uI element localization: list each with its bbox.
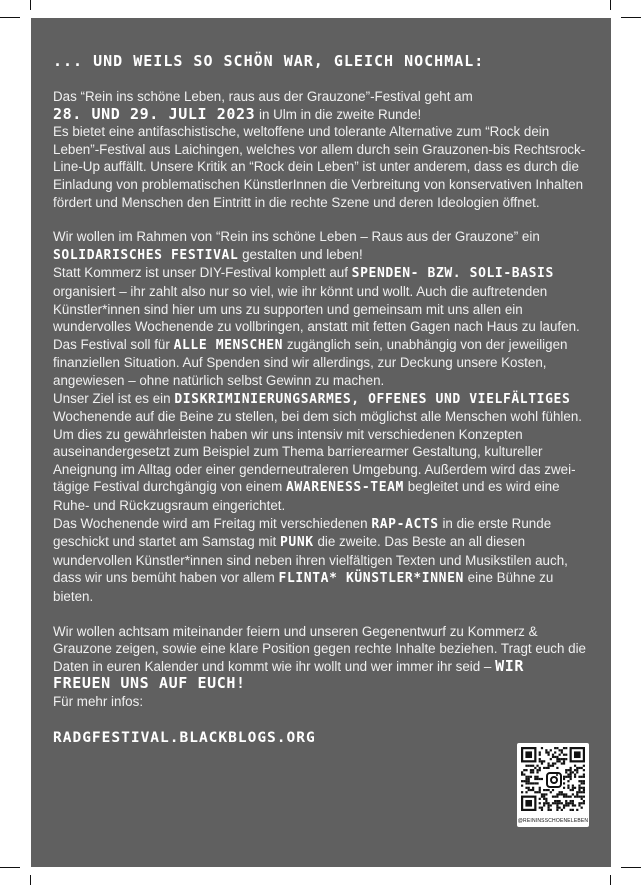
crop-mark xyxy=(30,0,31,10)
text: Wochenende auf die Beine zu stellen, bei dem sich möglichst alle Menschen wohl fühlen. Um dies zu gewährleisten haben wir uns intensiv mit verschiedenen Konzepten auseinandergesetzt zum Beispiel zum Thema barrierearmer Gestaltung, kultureller Aneignung im Alltag oder einer genderneutraleren Umgebung. Außerdem wird das zwei-tägige Festival durchgängig von einem xyxy=(53,409,582,495)
highlight-punk: PUNK xyxy=(280,535,314,551)
website-link[interactable]: RADGFESTIVAL.BLACKBLOGS.ORG xyxy=(53,729,316,746)
text: die zweite. Das Beste an all diesen wundervollen Künstler*innen sind neben ihren vielfältigen Texten und Musikstilen auch, dass wir uns bemüht haben vor allem xyxy=(53,534,568,586)
highlight-spenden: SPENDEN- BZW. SOLI-BASIS xyxy=(351,266,554,282)
crop-mark xyxy=(30,875,31,885)
flyer-body xyxy=(53,88,589,711)
instagram-icon xyxy=(543,769,563,789)
text: organisiert – ihr zahlt also nur so viel, wie ihr könnt und wollt. Auch die auftretenden Künstler*innen sind hier um uns zu supporten und gemeinsam mit uns allen ein wundervolles Wochenende zu vollbringen, anstatt mit fetten Gagen nach Haus zu laufen. Das Festival soll für xyxy=(53,283,580,352)
text: Wir wollen achtsam miteinander feiern und unseren Gegenentwurf zu Kommerz & Grauzone zeigen, sowie eine klare Position gegen rechte Inhalte beziehen. Tragt euch die Daten in euren Kalender und kommt wie ihr wollt und wer immer ihr seid – xyxy=(53,623,586,674)
qr-caption: @REININSSCHOENELEBEN xyxy=(517,818,589,824)
paragraph-closing xyxy=(53,623,589,693)
crop-mark xyxy=(621,17,641,18)
text: Wir wollen im Rahmen von “Rein ins schöne Leben – Raus aus der Grauzone” ein xyxy=(53,229,540,245)
highlight-alle-menschen: ALLE MENSCHEN xyxy=(173,337,284,353)
text: in die erste Runde geschickt und startet am Samstag mit xyxy=(53,515,552,550)
flyer-panel xyxy=(31,18,611,867)
text: Das Wochenende wird am Freitag mit verschiedenen xyxy=(53,515,372,531)
text: Statt Kommerz ist unser DIY-Festival komplett auf xyxy=(53,265,352,281)
text: gestalten und leben! xyxy=(238,246,363,262)
heading: ... UND WEILS SO SCHÖN WAR, GLEICH NOCHMAL: xyxy=(53,52,485,70)
paragraph-concept xyxy=(53,228,589,605)
paragraph-intro xyxy=(53,88,589,211)
crop-mark xyxy=(610,0,611,10)
highlight-diskriminierungsarm: DISKRIMINIERUNGSARMES, OFFENES UND VIELFÄLTIGES xyxy=(174,391,571,407)
highlight-freuen: WIR FREUEN UNS AUF EUCH! xyxy=(53,656,524,693)
text: zugänglich sein, unabhängig von der jeweiligen finanziellen Situation. Auf Spenden sind wir allerdings, zur Deckung unsere Kosten, angewiesen – ohne natürlich selbst Gewinn zu machen. xyxy=(53,336,568,388)
more-info-label: Für mehr infos: xyxy=(53,694,144,709)
text: eine Bühne zu bieten. xyxy=(53,570,554,605)
crop-mark xyxy=(0,17,20,18)
highlight-solidarisch: SOLIDARISCHES FESTIVAL xyxy=(53,247,239,263)
crop-mark xyxy=(621,867,641,868)
highlight-awareness: AWARENESS-TEAM xyxy=(286,480,404,496)
text: in Ulm in die zweite Runde! xyxy=(255,106,422,122)
highlight-flinta: FLINTA* KÜNSTLER*INNEN xyxy=(278,571,464,587)
text: Unser Ziel ist es ein xyxy=(53,390,175,406)
crop-mark xyxy=(610,875,611,885)
text: begleitet und es wird eine Ruhe- und Rückzugsraum eingerichtet. xyxy=(53,479,560,514)
highlight-rap: RAP-ACTS xyxy=(371,516,439,532)
crop-mark xyxy=(0,867,20,868)
text: Das “Rein ins schöne Leben, raus aus der Grauzone”-Festival geht am xyxy=(53,89,473,104)
highlight-date: 28. UND 29. JULI 2023 xyxy=(53,104,256,123)
text: Es bietet eine antifaschistische, weltoffene und tolerante Alternative zum “Rock dein Leben”-Festival aus Laichingen, welches vor allem durch sein Grauzonen-bis Rechtsrock-Line-Up auffällt. Unsere Kritik an “Rock dein Leben” ist unter anderem, dass es durch die Einladung von problematischen KünstlerInnen die Verbreitung von konservativen Inhalten fördert und Menschen den Eintritt in die rechte Szene und deren Ideologien öffnet. xyxy=(53,124,586,210)
qr-code[interactable] xyxy=(517,743,589,827)
